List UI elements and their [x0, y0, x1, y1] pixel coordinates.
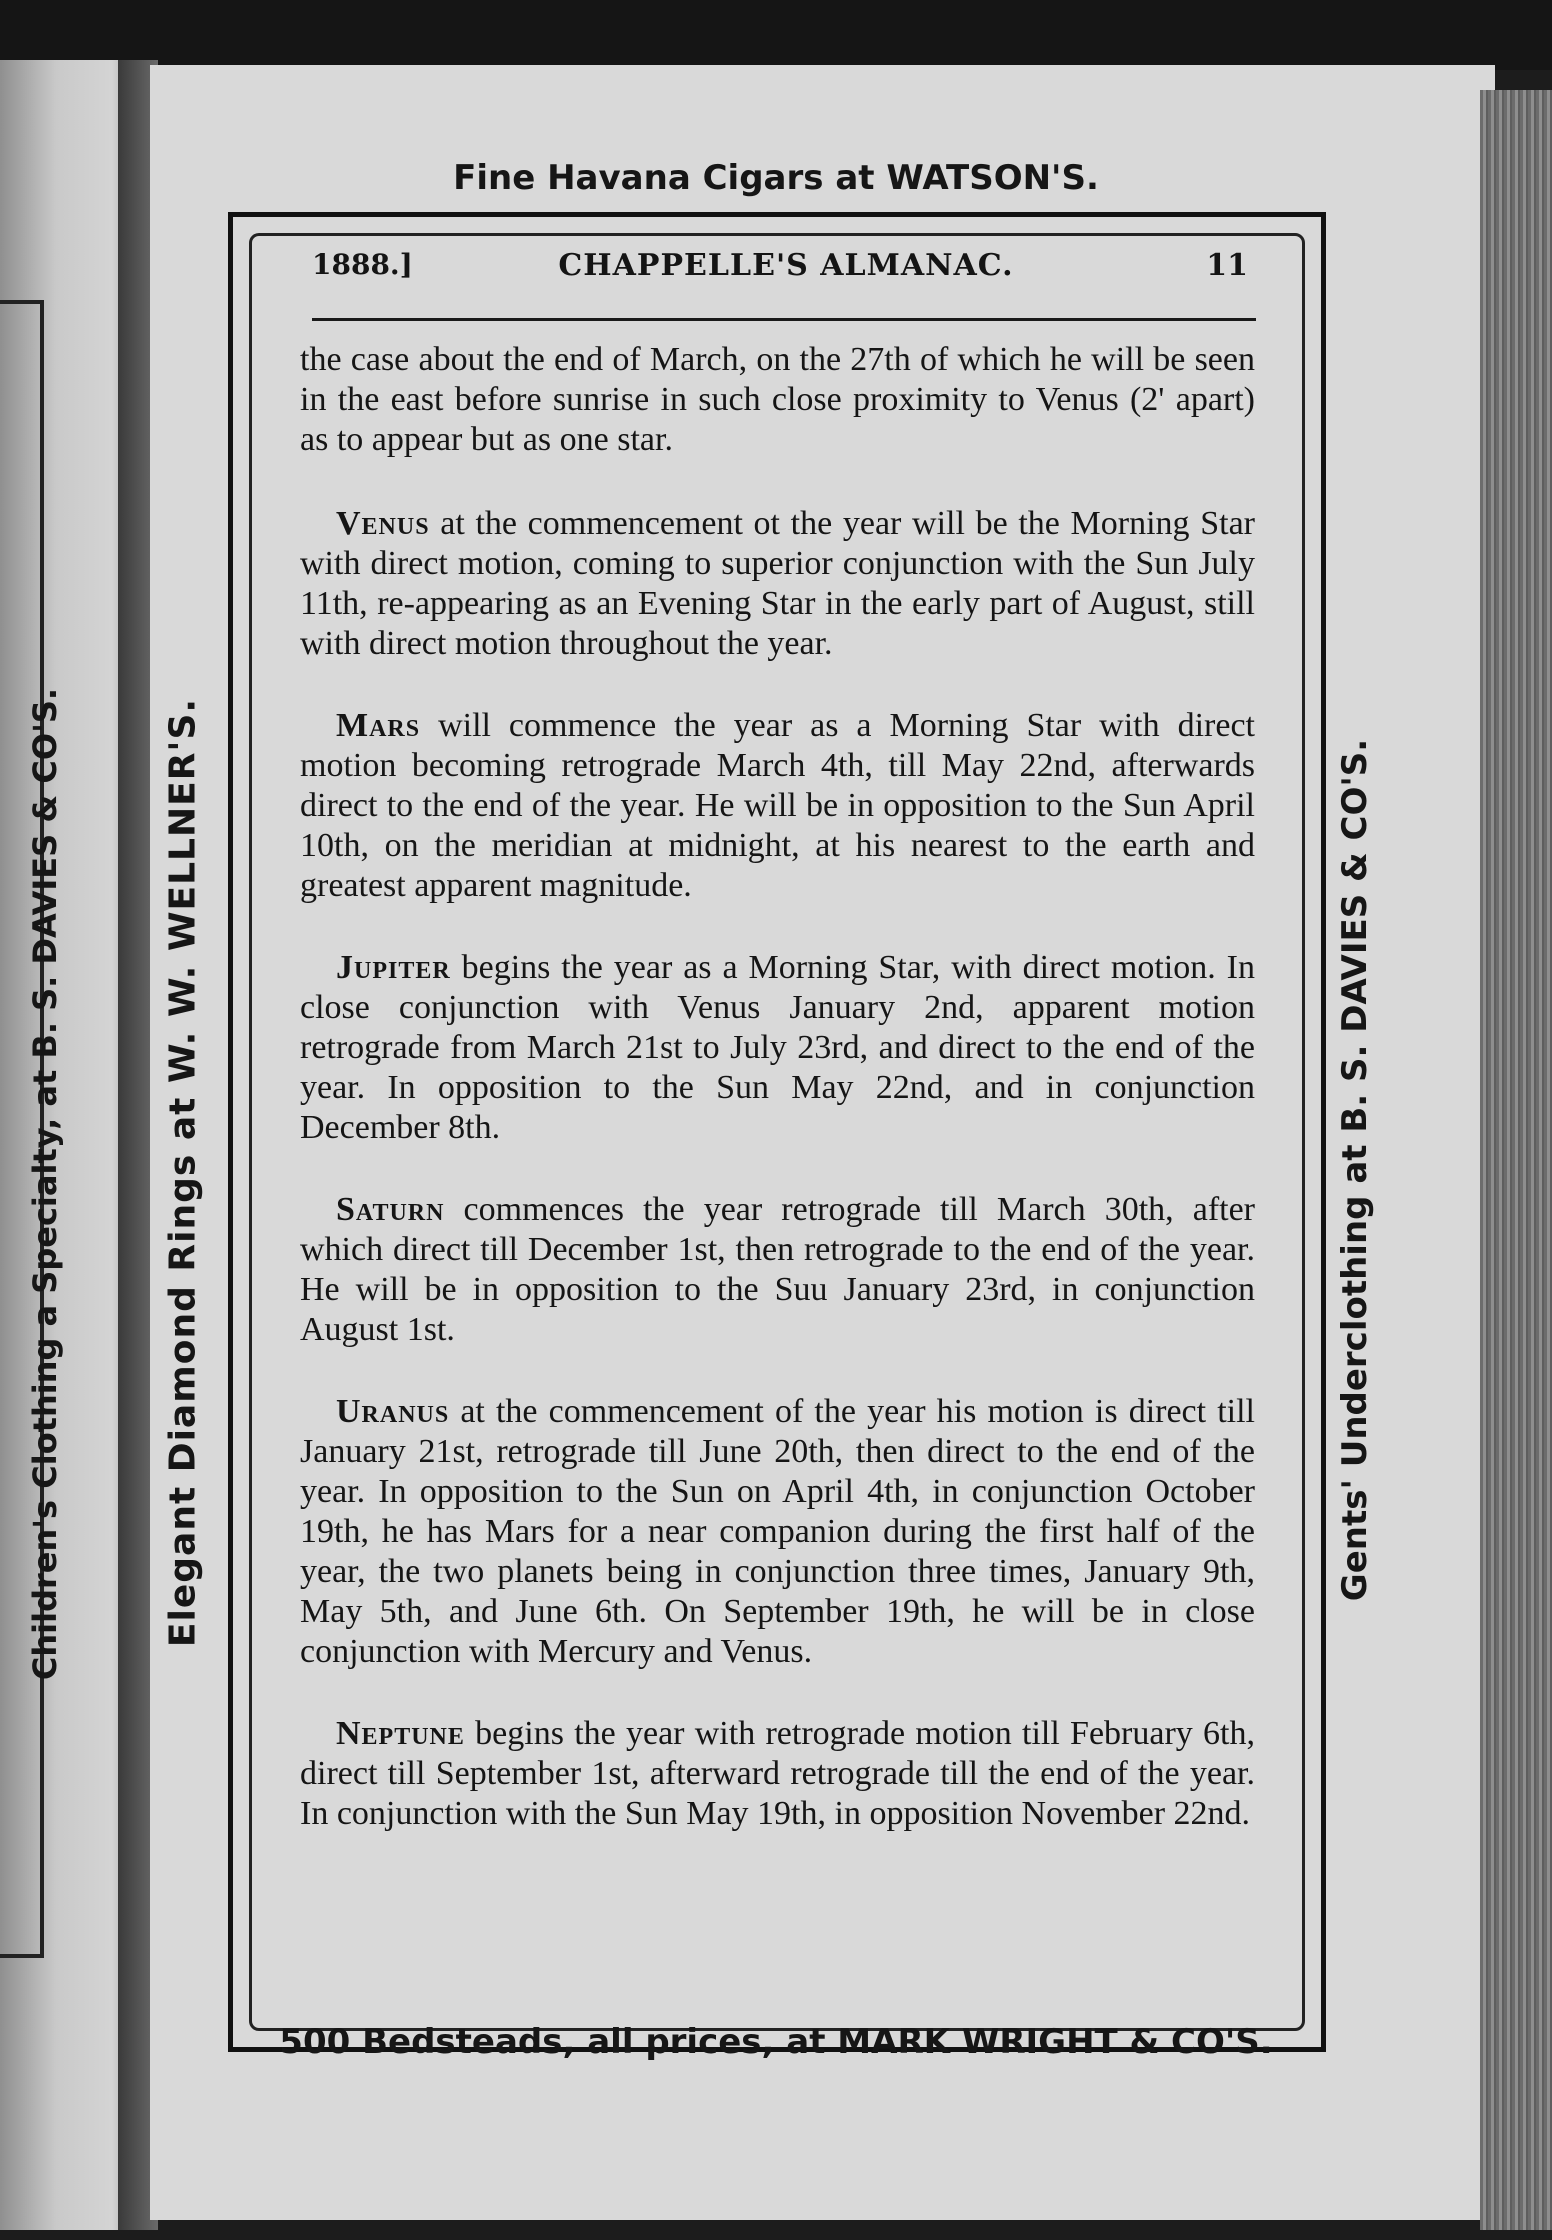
planet-name: Mars — [336, 707, 421, 744]
paragraph-continuation — [300, 340, 1255, 460]
page-number: 11 — [1206, 248, 1248, 283]
facing-page-side-advert: Children's Clothing a Specialty, at B. S. DAVIES & CO'S. — [26, 687, 64, 1681]
running-head-advert: Fine Havana Cigars at WATSON'S. — [453, 158, 1099, 198]
paragraph-text: begins the year with retrograde motion till February 6th, direct till September 1st, afterward retrograde till the end of the year. In conjunction with the Sun May 19th, in opposition November 22nd. — [300, 1715, 1255, 1832]
header-rule — [312, 318, 1256, 321]
planet-name: Neptune — [336, 1715, 465, 1752]
right-margin-advert: Gents' Underclothing at B. S. DAVIES & CO'S. — [1335, 738, 1375, 1602]
paragraph-mars — [300, 706, 1255, 906]
paragraph-uranus — [300, 1392, 1255, 1672]
planet-name: Venus — [336, 505, 430, 542]
left-margin-advert: Elegant Diamond Rings at W. W. WELLNER'S. — [162, 697, 204, 1648]
paragraph-jupiter — [300, 948, 1255, 1148]
planet-name: Uranus — [336, 1393, 450, 1430]
paragraph-text: will commence the year as a Morning Star with direct motion becoming retrograde March 4th, till May 22nd, afterwards direct to the end of the year. He will be in opposition to the Sun April 10th, on the meridian at midnight, at his nearest to the earth and greatest apparent magnitude. — [300, 707, 1255, 904]
page-edges — [1480, 90, 1552, 2230]
page-header — [312, 248, 1260, 296]
scan-top-border — [0, 0, 1552, 70]
planet-name: Saturn — [336, 1191, 445, 1228]
paragraph-neptune — [300, 1714, 1255, 1834]
planet-name: Jupiter — [336, 949, 451, 986]
paragraph-text: at the commencement ot the year will be the Morning Star with direct motion, coming to superior conjunction with the Sun July 11th, re-appearing as an Evening Star in the early part of August, still with direct motion throughout the year. — [300, 505, 1255, 662]
paragraph-saturn — [300, 1190, 1255, 1350]
header-title: CHAPPELLE'S ALMANAC. — [558, 248, 1014, 283]
paragraph-text: begins the year as a Morning Star, with direct motion. In close conjunction with Venus January 2nd, apparent motion retrograde from March 21st to July 23rd, and direct to the end of the year. In opposition to the Sun May 22nd, and in conjunction December 8th. — [300, 949, 1255, 1146]
paragraph-venus — [300, 504, 1255, 664]
paragraph-text: commences the year retrograde till March 30th, after which direct till December 1st, then retrograde to the end of the year. He will be in opposition to the Suu January 23rd, in conjunction August 1st. — [300, 1191, 1255, 1348]
paragraph-text: at the commencement of the year his motion is direct till January 21st, retrograde till June 20th, then direct to the end of the year. In opposition to the Sun on April 4th, in conjunction October 19th, he has Mars for a near companion during the first half of the year, the two planets being in conjunction three times, January 9th, May 5th, and June 6th. On September 19th, he will be in close conjunction with Mercury and Venus. — [300, 1393, 1255, 1670]
header-year: 1888.] — [312, 248, 413, 281]
running-foot-advert: 500 Bedsteads, all prices, at MARK WRIGHT & CO'S. — [279, 2022, 1273, 2062]
article-body — [300, 340, 1255, 1876]
paragraph-text: the case about the end of March, on the 27th of which he will be seen in the east before sunrise in such close proximity to Venus (2' apart) as to appear but as one star. — [300, 341, 1255, 458]
